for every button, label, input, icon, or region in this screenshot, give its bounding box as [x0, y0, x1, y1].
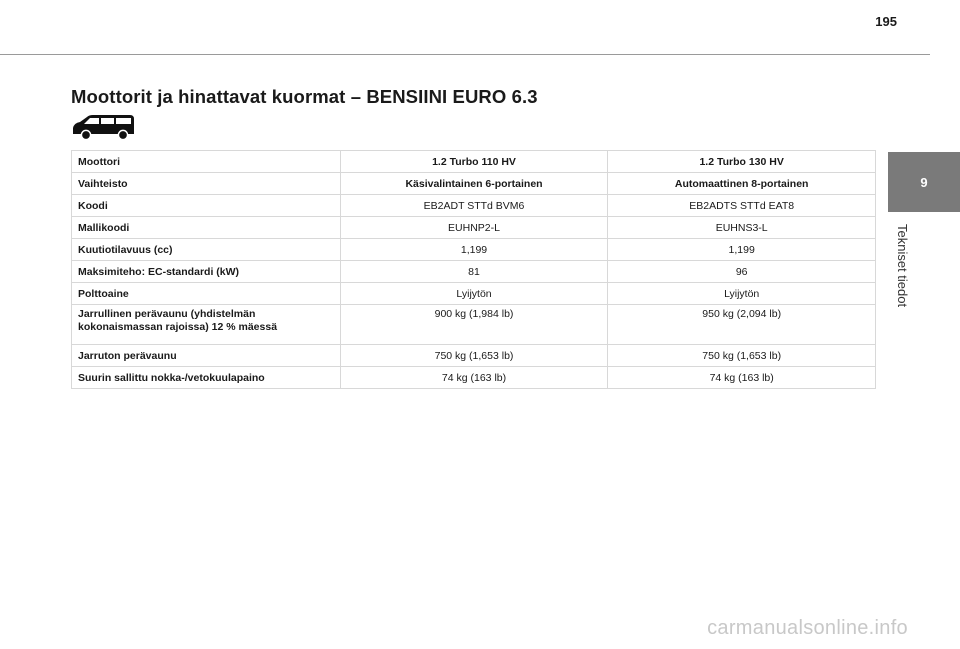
table-row [72, 173, 876, 195]
cell-value: EB2ADT STTd BVM6 [340, 195, 608, 217]
table-row [72, 239, 876, 261]
cell-value: 1.2 Turbo 130 HV [608, 151, 876, 173]
cell-value: Lyijytön [340, 283, 608, 305]
engine-spec-table [71, 150, 876, 389]
cell-value: 96 [608, 261, 876, 283]
cell-value: 74 kg (163 lb) [608, 367, 876, 389]
cell-value: 81 [340, 261, 608, 283]
chapter-tab [888, 152, 960, 212]
chapter-number: 9 [920, 174, 928, 190]
cell-value: 900 kg (1,984 lb) [340, 305, 608, 345]
table-row [72, 217, 876, 239]
row-label: Vaihteisto [72, 173, 341, 195]
table-row [72, 261, 876, 283]
row-label: Suurin sallittu nokka-/vetokuulapaino [72, 367, 341, 389]
row-label: Moottori [72, 151, 341, 173]
row-label [72, 305, 341, 345]
cell-value: EUHNP2-L [340, 217, 608, 239]
van-icon [70, 112, 136, 142]
table-row [72, 151, 876, 173]
chapter-label: Tekniset tiedot [895, 224, 910, 308]
page-title: Moottorit ja hinattavat kuormat – BENSIINI EURO 6.3 [71, 86, 538, 107]
cell-value: 1,199 [608, 239, 876, 261]
row-label-line: kokonaismassan rajoissa) 12 % mäessä [78, 321, 278, 333]
cell-value: EB2ADTS STTd EAT8 [608, 195, 876, 217]
cell-value: EUHNS3-L [608, 217, 876, 239]
row-label-line: Jarrullinen perävaunu (yhdistelmän [78, 308, 256, 320]
watermark: carmanualsonline.info [707, 617, 908, 639]
cell-value: Käsivalintainen 6-portainen [340, 173, 608, 195]
cell-value: 1.2 Turbo 110 HV [340, 151, 608, 173]
cell-value: 750 kg (1,653 lb) [340, 345, 608, 367]
row-label: Jarruton perävaunu [72, 345, 341, 367]
cell-value: Automaattinen 8-portainen [608, 173, 876, 195]
table-row [72, 283, 876, 305]
page-number: 195 [875, 14, 897, 29]
table-row [72, 367, 876, 389]
header-divider [0, 54, 930, 55]
table-row [72, 305, 876, 345]
cell-value: 74 kg (163 lb) [340, 367, 608, 389]
cell-value: Lyijytön [608, 283, 876, 305]
cell-value: 950 kg (2,094 lb) [608, 305, 876, 345]
row-label: Kuutiotilavuus (cc) [72, 239, 341, 261]
row-label: Polttoaine [72, 283, 341, 305]
table-row [72, 195, 876, 217]
cell-value: 1,199 [340, 239, 608, 261]
row-label: Maksimiteho: EC-standardi (kW) [72, 261, 341, 283]
cell-value: 750 kg (1,653 lb) [608, 345, 876, 367]
row-label: Koodi [72, 195, 341, 217]
row-label: Mallikoodi [72, 217, 341, 239]
table-row [72, 345, 876, 367]
